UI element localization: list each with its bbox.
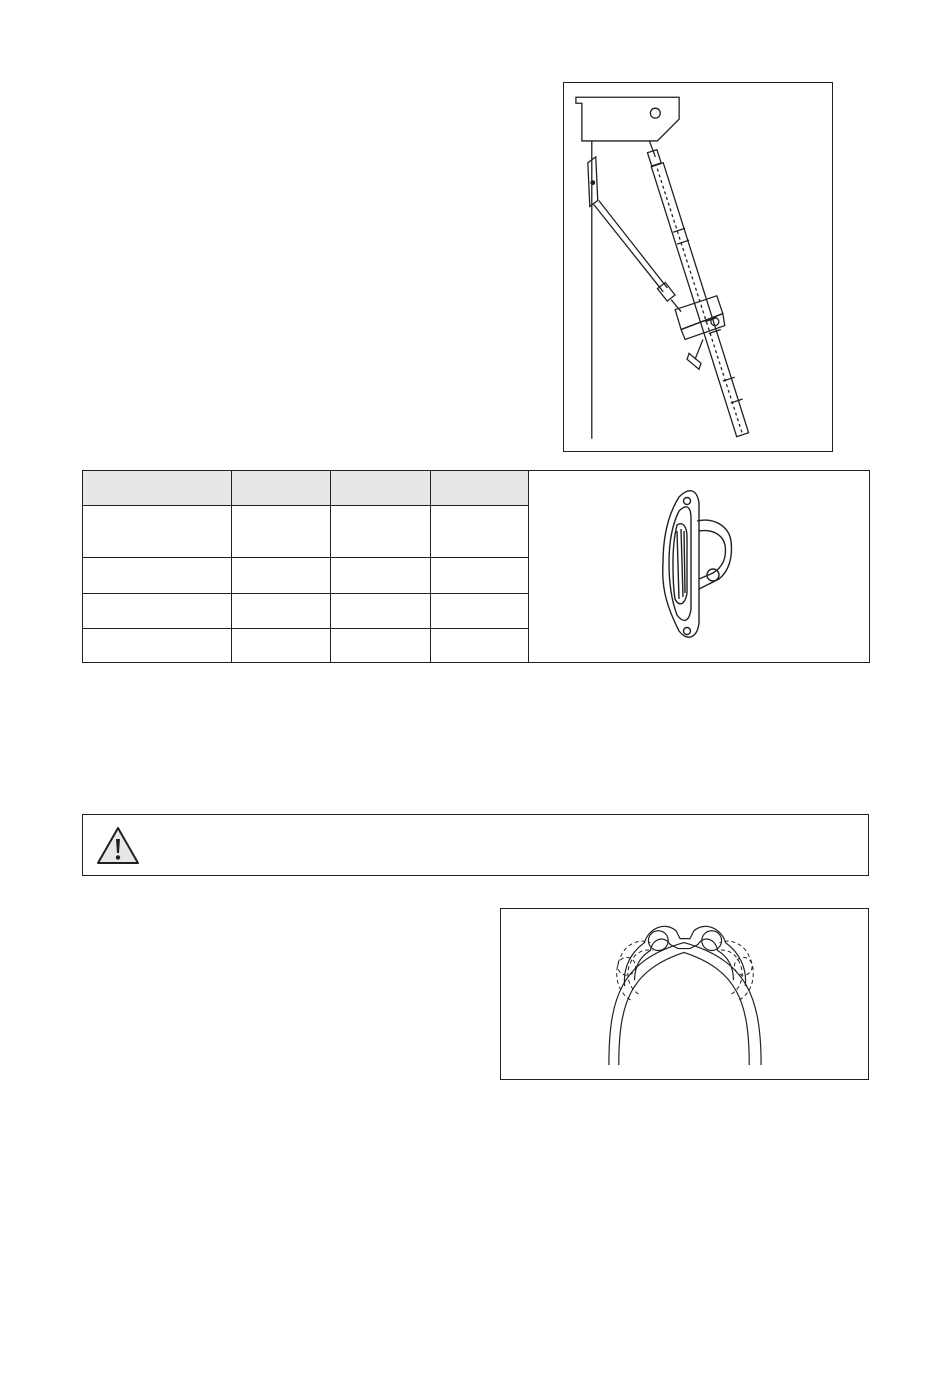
table-header-row bbox=[83, 471, 870, 506]
table-cell bbox=[232, 557, 331, 593]
table-cell bbox=[331, 557, 431, 593]
table-header-cell bbox=[331, 471, 431, 506]
warning-triangle-icon bbox=[95, 825, 141, 867]
sheave-image-cell bbox=[529, 471, 870, 663]
warning-box bbox=[82, 814, 869, 876]
table-cell bbox=[83, 593, 232, 629]
table-cell bbox=[431, 557, 529, 593]
table-header-cell bbox=[83, 471, 232, 506]
table-header-cell bbox=[232, 471, 331, 506]
table-cell bbox=[83, 505, 232, 557]
table-cell bbox=[232, 629, 331, 663]
table-cell bbox=[232, 505, 331, 557]
table-cell bbox=[83, 557, 232, 593]
table-cell bbox=[331, 593, 431, 629]
table-header-cell bbox=[431, 471, 529, 506]
spec-table bbox=[82, 470, 870, 663]
clamp-on-mast-illustration bbox=[501, 909, 868, 1079]
table-cell bbox=[83, 629, 232, 663]
table-cell bbox=[431, 593, 529, 629]
sheave-block-illustration bbox=[529, 471, 870, 659]
table-cell bbox=[431, 505, 529, 557]
spec-table-section bbox=[82, 470, 869, 660]
boom-vang-figure bbox=[563, 82, 833, 452]
table-cell bbox=[331, 505, 431, 557]
clamp-figure bbox=[500, 908, 869, 1080]
boom-vang-illustration bbox=[564, 83, 832, 451]
table-cell bbox=[331, 629, 431, 663]
table-cell bbox=[431, 629, 529, 663]
table-cell bbox=[232, 593, 331, 629]
